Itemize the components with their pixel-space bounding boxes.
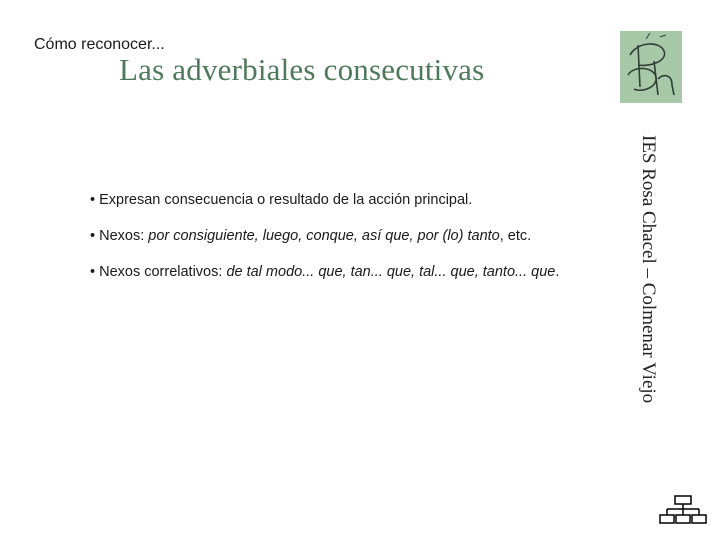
bullet-italic: de tal modo... que, tan... que, tal... que, tanto... que (226, 264, 556, 280)
bullet-suffix: , etc. (499, 228, 532, 244)
bullet-item (90, 192, 590, 209)
bullet-item (90, 264, 590, 281)
slide-title: Las adverbiales consecutivas (119, 52, 485, 87)
bullet-text: • Expresan consecuencia o resultado de la acción principal. (90, 192, 473, 208)
slide-kicker: Cómo reconocer... (34, 36, 165, 53)
bullet-list (90, 192, 590, 300)
bullet-text: • Nexos: (90, 228, 149, 244)
school-logo-icon (620, 31, 682, 103)
bullet-italic: por consiguiente, luego, conque, así que, por (lo) tanto (148, 228, 500, 244)
bullet-suffix: . (555, 264, 560, 280)
school-name-text: IES Rosa Chacel – Colmenar Viejo (638, 135, 659, 404)
bullet-item (90, 228, 590, 245)
org-chart-icon[interactable] (659, 495, 707, 525)
school-name-vertical (632, 135, 664, 477)
bullet-text: • Nexos correlativos: (90, 264, 227, 280)
